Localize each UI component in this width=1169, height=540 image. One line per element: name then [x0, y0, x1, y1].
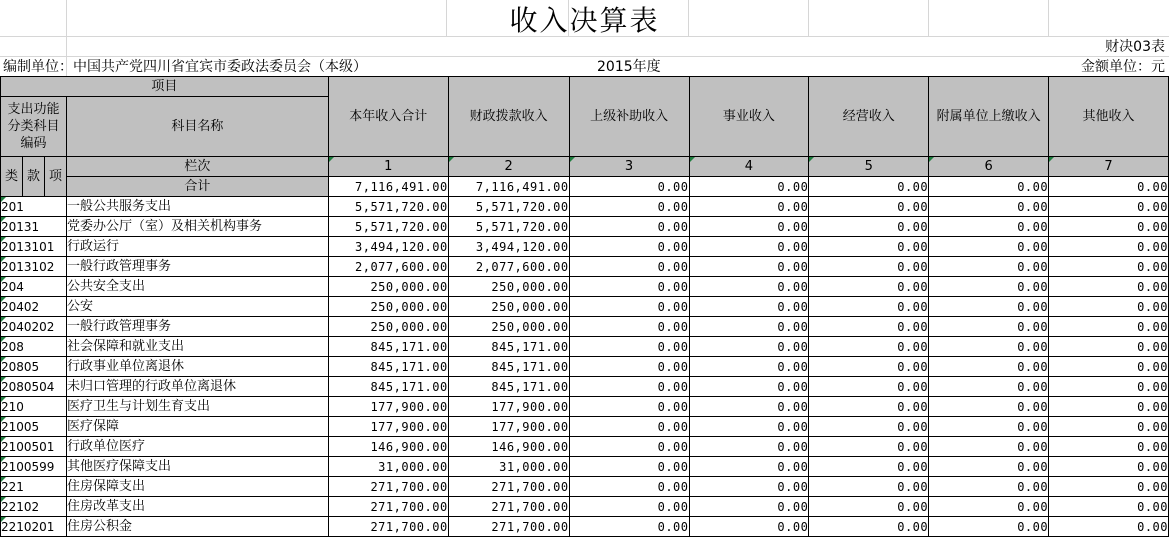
row-value[interactable]: 250,000.00	[328, 317, 448, 337]
row-value[interactable]: 271,700.00	[448, 497, 569, 517]
row-value[interactable]: 250,000.00	[448, 277, 569, 297]
row-value[interactable]: 0.00	[689, 477, 809, 497]
row-value[interactable]: 0.00	[929, 357, 1049, 377]
row-value[interactable]: 0.00	[1049, 337, 1169, 357]
row-code[interactable]: 2013102	[1, 257, 67, 277]
row-value[interactable]: 0.00	[569, 277, 689, 297]
table-row	[1, 497, 1169, 517]
row-value[interactable]: 0.00	[1049, 257, 1169, 277]
row-value[interactable]: 0.00	[809, 217, 929, 237]
row-value[interactable]: 0.00	[569, 417, 689, 437]
header-col-6: 附属单位上缴收入	[929, 77, 1049, 157]
table-row	[1, 237, 1169, 257]
row-value[interactable]: 0.00	[569, 197, 689, 217]
header-name: 科目名称	[66, 97, 328, 157]
row-value[interactable]: 0.00	[1049, 317, 1169, 337]
col-number-7: 7	[1049, 157, 1169, 177]
table-row	[1, 297, 1169, 317]
row-code[interactable]: 2080504	[1, 377, 67, 397]
row-value[interactable]: 0.00	[809, 497, 929, 517]
table-row	[1, 477, 1169, 497]
row-value[interactable]: 0.00	[929, 397, 1049, 417]
total-row	[1, 177, 1169, 197]
col-number-1: 1	[328, 157, 448, 177]
income-table	[0, 76, 1169, 537]
row-value[interactable]: 0.00	[689, 497, 809, 517]
row-code[interactable]: 21005	[1, 417, 67, 437]
row-value[interactable]: 845,171.00	[448, 337, 569, 357]
table-row	[1, 417, 1169, 437]
row-name[interactable]: 一般行政管理事务	[66, 257, 328, 277]
row-value[interactable]: 250,000.00	[448, 297, 569, 317]
row-value[interactable]: 0.00	[689, 357, 809, 377]
row-name[interactable]: 公共安全支出	[66, 277, 328, 297]
row-value[interactable]: 0.00	[1049, 457, 1169, 477]
row-name[interactable]: 行政事业单位离退休	[66, 357, 328, 377]
row-code[interactable]: 210	[1, 397, 67, 417]
row-value[interactable]: 0.00	[689, 457, 809, 477]
row-value[interactable]: 0.00	[1049, 397, 1169, 417]
page-title: 收入决算表	[509, 4, 660, 37]
error-indicator-icon	[1, 277, 6, 282]
row-value[interactable]: 0.00	[569, 337, 689, 357]
error-indicator-icon	[1, 357, 6, 362]
row-value[interactable]: 0.00	[929, 277, 1049, 297]
row-value[interactable]: 0.00	[929, 457, 1049, 477]
row-value[interactable]: 3,494,120.00	[448, 237, 569, 257]
total-value: 0.00	[809, 177, 929, 197]
row-value[interactable]: 0.00	[1049, 477, 1169, 497]
row-code[interactable]: 204	[1, 277, 67, 297]
row-value[interactable]: 0.00	[809, 257, 929, 277]
error-indicator-icon	[1, 337, 6, 342]
row-value[interactable]: 146,900.00	[448, 437, 569, 457]
row-value[interactable]: 0.00	[689, 377, 809, 397]
row-code[interactable]: 20805	[1, 357, 67, 377]
row-value[interactable]: 0.00	[1049, 377, 1169, 397]
row-value[interactable]: 0.00	[1049, 197, 1169, 217]
header-col-4: 事业收入	[689, 77, 809, 157]
row-value[interactable]: 0.00	[1049, 237, 1169, 257]
row-value[interactable]: 845,171.00	[328, 337, 448, 357]
row-name[interactable]: 医疗卫生与计划生育支出	[66, 397, 328, 417]
row-value[interactable]: 0.00	[689, 517, 809, 537]
row-value[interactable]: 5,571,720.00	[448, 197, 569, 217]
error-indicator-icon	[1, 457, 6, 462]
row-value[interactable]: 0.00	[569, 477, 689, 497]
table-row	[1, 337, 1169, 357]
row-value[interactable]: 0.00	[929, 217, 1049, 237]
table-row	[1, 277, 1169, 297]
row-value[interactable]: 31,000.00	[328, 457, 448, 477]
row-code[interactable]: 20402	[1, 297, 67, 317]
table-row	[1, 217, 1169, 237]
row-value[interactable]: 0.00	[689, 437, 809, 457]
error-indicator-icon	[1, 517, 6, 522]
row-value[interactable]: 0.00	[809, 397, 929, 417]
row-value[interactable]: 0.00	[809, 197, 929, 217]
row-value[interactable]: 2,077,600.00	[448, 257, 569, 277]
header-kuan: 款	[22, 157, 44, 197]
row-value[interactable]: 250,000.00	[328, 277, 448, 297]
row-value[interactable]: 5,571,720.00	[448, 217, 569, 237]
row-value[interactable]: 0.00	[929, 497, 1049, 517]
row-value[interactable]: 271,700.00	[328, 497, 448, 517]
row-value[interactable]: 250,000.00	[448, 317, 569, 337]
row-value[interactable]: 31,000.00	[448, 457, 569, 477]
error-indicator-icon	[1, 437, 6, 442]
row-name[interactable]: 一般行政管理事务	[66, 317, 328, 337]
error-indicator-icon	[1, 497, 6, 502]
total-value: 0.00	[689, 177, 809, 197]
row-code[interactable]: 22102	[1, 497, 67, 517]
table-row	[1, 397, 1169, 417]
reporting-unit: 编制单位：中国共产党四川省宜宾市委政法委员会（本级）	[3, 59, 367, 75]
error-indicator-icon	[1, 297, 6, 302]
table-row	[1, 457, 1169, 477]
col-number-5: 5	[809, 157, 929, 177]
row-value[interactable]: 845,171.00	[448, 377, 569, 397]
table-row	[1, 377, 1169, 397]
header-project: 项目	[1, 77, 329, 97]
total-label: 合计	[66, 177, 328, 197]
row-value[interactable]: 0.00	[569, 397, 689, 417]
row-value[interactable]: 0.00	[809, 237, 929, 257]
row-code[interactable]: 20131	[1, 217, 67, 237]
row-value[interactable]: 177,900.00	[448, 417, 569, 437]
col-number-4: 4	[689, 157, 809, 177]
row-value[interactable]: 0.00	[929, 417, 1049, 437]
row-code[interactable]: 221	[1, 477, 67, 497]
error-indicator-icon	[1, 197, 6, 202]
row-value[interactable]: 250,000.00	[328, 297, 448, 317]
row-value[interactable]: 0.00	[689, 297, 809, 317]
row-value[interactable]: 0.00	[689, 337, 809, 357]
row-value[interactable]: 146,900.00	[328, 437, 448, 457]
row-name[interactable]: 行政运行	[66, 237, 328, 257]
error-indicator-icon	[1, 217, 6, 222]
row-name[interactable]: 住房改革支出	[66, 497, 328, 517]
row-value[interactable]: 0.00	[809, 417, 929, 437]
row-name[interactable]: 住房保障支出	[66, 477, 328, 497]
row-value[interactable]: 0.00	[689, 217, 809, 237]
row-value[interactable]: 177,900.00	[328, 417, 448, 437]
header-xiang: 项	[44, 157, 66, 197]
row-name[interactable]: 一般公共服务支出	[66, 197, 328, 217]
col-number-3: 3	[569, 157, 689, 177]
row-value[interactable]: 0.00	[929, 237, 1049, 257]
row-value[interactable]: 0.00	[569, 457, 689, 477]
row-value[interactable]: 0.00	[689, 277, 809, 297]
row-value[interactable]: 0.00	[929, 197, 1049, 217]
row-value[interactable]: 0.00	[809, 357, 929, 377]
row-value[interactable]: 0.00	[809, 297, 929, 317]
row-value[interactable]: 0.00	[809, 317, 929, 337]
row-name[interactable]: 未归口管理的行政单位离退休	[66, 377, 328, 397]
row-value[interactable]: 0.00	[689, 237, 809, 257]
row-value[interactable]: 0.00	[569, 377, 689, 397]
row-name[interactable]: 住房公积金	[66, 517, 328, 537]
row-name[interactable]: 其他医疗保障支出	[66, 457, 328, 477]
header-code: 支出功能分类科目编码	[1, 97, 67, 157]
row-value[interactable]: 0.00	[569, 357, 689, 377]
row-value[interactable]: 3,494,120.00	[328, 237, 448, 257]
row-value[interactable]: 845,171.00	[328, 357, 448, 377]
error-indicator-icon	[1, 417, 6, 422]
row-value[interactable]: 0.00	[569, 257, 689, 277]
total-value: 7,116,491.00	[448, 177, 569, 197]
total-value: 7,116,491.00	[328, 177, 448, 197]
row-value[interactable]: 0.00	[809, 437, 929, 457]
row-code[interactable]: 2100599	[1, 457, 67, 477]
row-code[interactable]: 208	[1, 337, 67, 357]
header-col-5: 经营收入	[809, 77, 929, 157]
row-value[interactable]: 0.00	[809, 477, 929, 497]
total-value: 0.00	[1049, 177, 1169, 197]
row-code[interactable]: 201	[1, 197, 67, 217]
table-row	[1, 357, 1169, 377]
total-value: 0.00	[929, 177, 1049, 197]
error-indicator-icon	[1, 397, 6, 402]
header-col-1: 本年收入合计	[328, 77, 448, 157]
row-value[interactable]: 0.00	[1049, 277, 1169, 297]
row-value[interactable]: 0.00	[569, 517, 689, 537]
table-row	[1, 517, 1169, 537]
row-value[interactable]: 0.00	[1049, 297, 1169, 317]
row-value[interactable]: 0.00	[809, 277, 929, 297]
header-col-7: 其他收入	[1049, 77, 1169, 157]
row-code[interactable]: 2210201	[1, 517, 67, 537]
header-col-2: 财政拨款收入	[448, 77, 569, 157]
row-name[interactable]: 社会保障和就业支出	[66, 337, 328, 357]
error-indicator-icon	[1, 257, 6, 262]
row-value[interactable]: 0.00	[929, 317, 1049, 337]
row-value[interactable]: 5,571,720.00	[328, 197, 448, 217]
row-value[interactable]: 0.00	[929, 337, 1049, 357]
row-value[interactable]: 0.00	[569, 497, 689, 517]
row-value[interactable]: 0.00	[689, 397, 809, 417]
row-value[interactable]: 271,700.00	[448, 477, 569, 497]
row-value[interactable]: 177,900.00	[328, 397, 448, 417]
form-number: 财决03表	[1105, 39, 1165, 55]
row-value[interactable]: 0.00	[1049, 517, 1169, 537]
table-row	[1, 197, 1169, 217]
row-name[interactable]: 公安	[66, 297, 328, 317]
row-code[interactable]: 2100501	[1, 437, 67, 457]
row-value[interactable]: 0.00	[569, 317, 689, 337]
row-name[interactable]: 医疗保障	[66, 417, 328, 437]
table-row	[1, 437, 1169, 457]
row-value[interactable]: 0.00	[929, 517, 1049, 537]
table-row	[1, 257, 1169, 277]
row-value[interactable]: 0.00	[569, 217, 689, 237]
row-value[interactable]: 0.00	[689, 317, 809, 337]
row-value[interactable]: 0.00	[1049, 217, 1169, 237]
row-value[interactable]: 177,900.00	[448, 397, 569, 417]
row-value[interactable]: 2,077,600.00	[328, 257, 448, 277]
col-number-6: 6	[929, 157, 1049, 177]
row-value[interactable]: 0.00	[1049, 357, 1169, 377]
row-code[interactable]: 2040202	[1, 317, 67, 337]
currency-unit: 金额单位：元	[1081, 59, 1165, 75]
row-name[interactable]: 党委办公厅（室）及相关机构事务	[66, 217, 328, 237]
row-value[interactable]: 0.00	[929, 477, 1049, 497]
error-indicator-icon	[1, 377, 6, 382]
row-value[interactable]: 0.00	[569, 297, 689, 317]
row-value[interactable]: 0.00	[1049, 437, 1169, 457]
row-value[interactable]: 0.00	[929, 257, 1049, 277]
row-code[interactable]: 2013101	[1, 237, 67, 257]
row-value[interactable]: 271,700.00	[448, 517, 569, 537]
row-value[interactable]: 0.00	[689, 257, 809, 277]
row-value[interactable]: 0.00	[929, 377, 1049, 397]
row-value[interactable]: 845,171.00	[448, 357, 569, 377]
header-col-3: 上级补助收入	[569, 77, 689, 157]
row-value[interactable]: 0.00	[569, 437, 689, 457]
row-value[interactable]: 0.00	[1049, 497, 1169, 517]
error-indicator-icon	[1, 237, 6, 242]
row-value[interactable]: 0.00	[1049, 417, 1169, 437]
row-value[interactable]: 0.00	[689, 417, 809, 437]
error-indicator-icon	[1, 317, 6, 322]
header-lanci: 栏次	[66, 157, 328, 177]
row-value[interactable]: 5,571,720.00	[328, 217, 448, 237]
total-value: 0.00	[569, 177, 689, 197]
row-value[interactable]: 271,700.00	[328, 477, 448, 497]
row-value[interactable]: 845,171.00	[328, 377, 448, 397]
error-indicator-icon	[1, 477, 6, 482]
row-name[interactable]: 行政单位医疗	[66, 437, 328, 457]
row-value[interactable]: 0.00	[569, 237, 689, 257]
row-value[interactable]: 0.00	[929, 437, 1049, 457]
col-number-2: 2	[448, 157, 569, 177]
row-value[interactable]: 0.00	[809, 377, 929, 397]
row-value[interactable]: 0.00	[689, 197, 809, 217]
table-row	[1, 317, 1169, 337]
row-value[interactable]: 271,700.00	[328, 517, 448, 537]
header-lei: 类	[1, 157, 23, 197]
row-value[interactable]: 0.00	[809, 337, 929, 357]
row-value[interactable]: 0.00	[809, 457, 929, 477]
row-value[interactable]: 0.00	[929, 297, 1049, 317]
fiscal-year: 2015年度	[597, 59, 661, 75]
row-value[interactable]: 0.00	[809, 517, 929, 537]
